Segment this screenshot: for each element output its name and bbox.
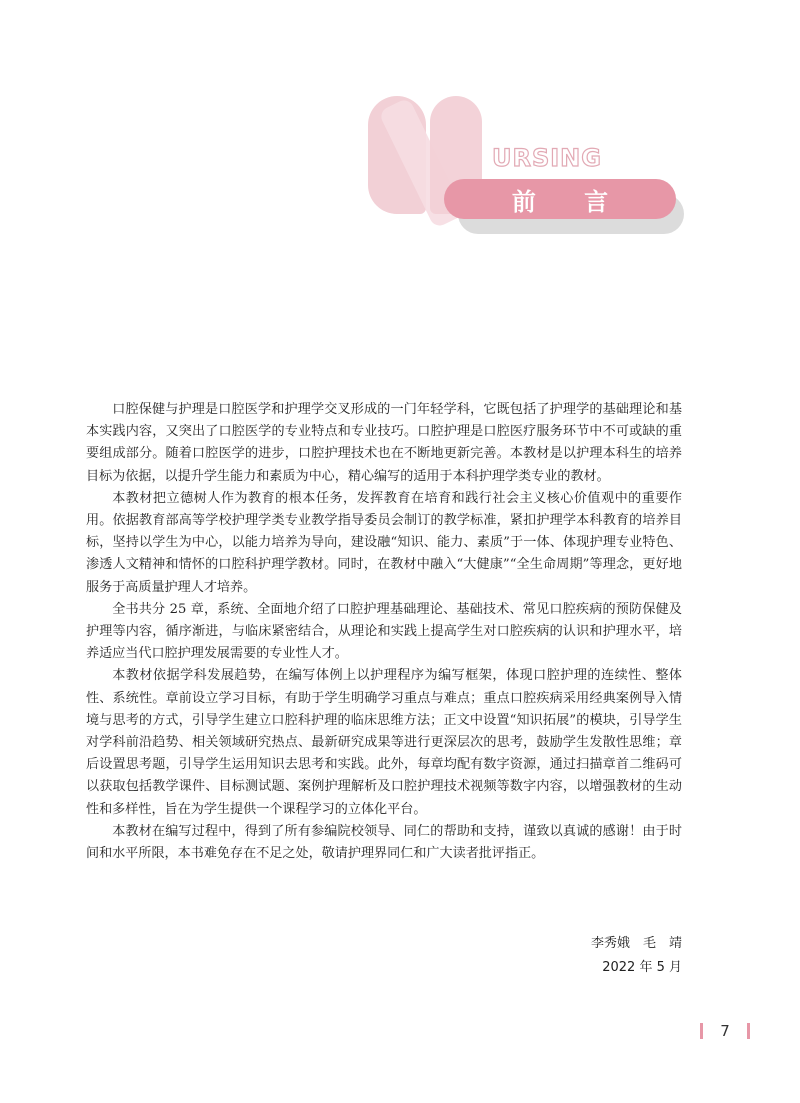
- paragraph: 本教材依据学科发展趋势，在编写体例上以护理程序为编写框架，体现口腔护理的连续性、整体性、系统性。章前设立学习目标，有助于学生明确学习重点与难点；重点口腔疾病采用经典案例导入情境与思考的方式，引导学生建立口腔科护理的临床思维方法；正文中设置“知识拓展”的模块，引导学生对学科前沿趋势、相关领域研究热点、最新研究成果等进行更深层次的思考，鼓励学生发散性思维；章后设置思考题，引导学生运用知识去思考和实践。此外，每章均配有数字资源，通过扫描章首二维码可以获取包括教学课件、目标测试题、案例护理解析及口腔护理技术视频等数字内容，以增强教材的生动性和多样性，旨在为学生提供一个课程学习的立体化平台。: [86, 668, 682, 817]
- page-title: 前 言: [511, 187, 629, 216]
- page-number-block: [700, 1019, 750, 1043]
- paragraph: 本教材在编写过程中，得到了所有参编院校领导、同仁的帮助和支持，谨致以真诚的感谢！由于时间和水平所限，本书难免存在不足之处，敬请护理界同仁和广大读者批评指正。: [86, 823, 682, 862]
- page-number-left-bar: [700, 1023, 703, 1039]
- nursing-logo: [360, 92, 690, 242]
- paragraph: 本教材把立德树人作为教育的根本任务，发挥教育在培育和践行社会主义核心价值观中的重要作用。依据教育部高等学校护理学类专业教学指导委员会制订的教学标准，紧扣护理学本科教育的培养目标，坚持以学生为中心，以能力培养为导向，建设融“知识、能力、素质”于一体、体现护理专业特色、渗透人文精神和情怀的口腔科护理学教材。同时，在教材中融入“大健康”“全生命周期”等理念，更好地服务于高质量护理人才培养。: [86, 490, 682, 595]
- signature-date: 2022 年 5 月: [602, 960, 682, 975]
- page-number-right-bar: [747, 1023, 750, 1039]
- page-number: 7: [720, 1022, 730, 1040]
- signature-block: [591, 932, 682, 980]
- paragraph: 全书共分 25 章，系统、全面地介绍了口腔护理基础理论、基础技术、常见口腔疾病的预防保健及护理等内容，循序渐进，与临床紧密结合，从理论和实践上提高学生对口腔疾病的认识和护理水平，培养适应当代口腔护理发展需要的专业性人才。: [86, 601, 682, 662]
- author-names: 李秀娥 毛 靖: [590, 936, 682, 951]
- preface-body: [86, 399, 682, 865]
- title-banner: [444, 179, 676, 219]
- paragraph: 口腔保健与护理是口腔医学和护理学交叉形成的一门年轻学科，它既包括了护理学的基础理论和基本实践内容，又突出了口腔医学的专业特点和专业技巧。口腔护理是口腔医疗服务环节中不可或缺的重要组成部分。随着口腔医学的进步，口腔护理技术也在不断地更新完善。本教材是以护理本科生的培养目标为依据，以提升学生能力和素质为中心，精心编写的适用于本科护理学类专业的教材。: [86, 402, 682, 484]
- logo-ursing-text: URSING: [492, 144, 602, 172]
